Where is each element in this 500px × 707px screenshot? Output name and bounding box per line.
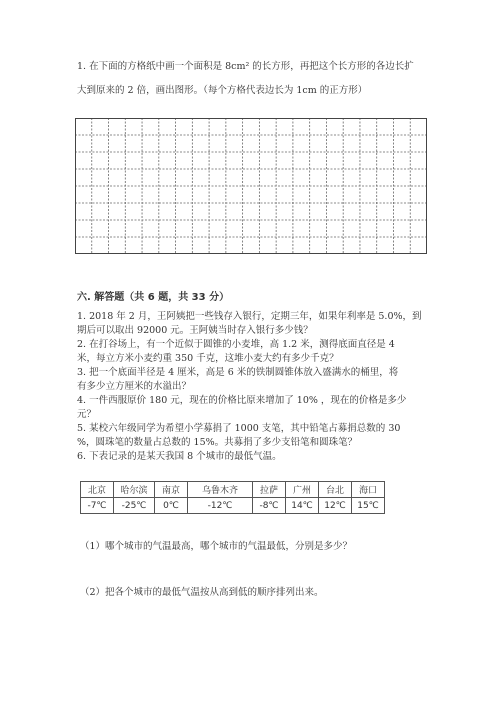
temp-cell: -12℃: [188, 498, 253, 514]
sub-question-2: （2）把各个城市的最低气温按从高到低的顺序排列出来。: [80, 587, 324, 598]
problem-line: 2. 在打谷场上，有一个近似于圆锥的小麦堆，高 1.2 米，测得底面直径是 4: [77, 339, 395, 350]
temperature-table: [80, 481, 385, 514]
city-cell: 海口: [352, 482, 385, 498]
problem-line: 5. 某校六年级同学为希望小学募捐了 1000 支笔，其中铅笔占募捐总数的 30: [77, 423, 401, 434]
problem-line: 元？: [77, 409, 97, 420]
sub-question-1: （1）哪个城市的气温最高，哪个城市的气温最低，分别是多少？: [80, 541, 353, 552]
city-cell: 广州: [286, 482, 319, 498]
temp-cell: -25℃: [114, 498, 155, 514]
problem-line: 1. 2018 年 2 月，王阿姨把一些钱存入银行，定期三年，如果年利率是 5.0%，到: [77, 311, 422, 322]
temp-cell: 14℃: [286, 498, 319, 514]
temp-cell: 15℃: [352, 498, 385, 514]
q1-line-2: 大到原来的 2 倍，画出图形。（每个方格代表边长为 1cm 的正方形）: [77, 85, 368, 96]
problem-line: %，圆珠笔的数量占总数的 15%。共募捐了多少支铅笔和圆珠笔？: [77, 437, 358, 448]
problem-line: 3. 把一个底面半径是 4 厘米，高是 6 米的铁制圆锥体放入盛满水的桶里，将: [77, 367, 399, 378]
problem-line: 6. 下表记录的是某天我国 8 个城市的最低气温。: [77, 451, 282, 462]
q1-line-1: 1. 在下面的方格纸中画一个面积是 8cm² 的长方形，再把这个长方形的各边长扩: [77, 61, 414, 72]
city-cell: 拉萨: [253, 482, 286, 498]
temp-cell: -7℃: [81, 498, 114, 514]
problem-line: 有多少立方厘米的水溢出？: [77, 381, 192, 392]
table-row-temps: [81, 498, 385, 514]
problem-line: 4. 一件西服原价 180 元，现在的价格比原来增加了 10% ，现在的价格是多少: [77, 395, 407, 406]
city-cell: 北京: [81, 482, 114, 498]
temp-cell: 12℃: [319, 498, 352, 514]
city-cell: 台北: [319, 482, 352, 498]
city-cell: 南京: [155, 482, 188, 498]
problem-line: 米，每立方米小麦约重 350 千克，这堆小麦大约有多少千克？: [77, 353, 339, 364]
temp-cell: -8℃: [253, 498, 286, 514]
section-title: 六. 解答题（共 6 题，共 33 分）: [77, 292, 230, 303]
square-grid: [75, 118, 427, 254]
problem-line: 期后可以取出 92000 元。王阿姨当时存入银行多少钱？: [77, 325, 313, 336]
city-cell: 乌鲁木齐: [188, 482, 253, 498]
temp-cell: 0℃: [155, 498, 188, 514]
table-row-cities: [81, 482, 385, 498]
city-cell: 哈尔滨: [114, 482, 155, 498]
